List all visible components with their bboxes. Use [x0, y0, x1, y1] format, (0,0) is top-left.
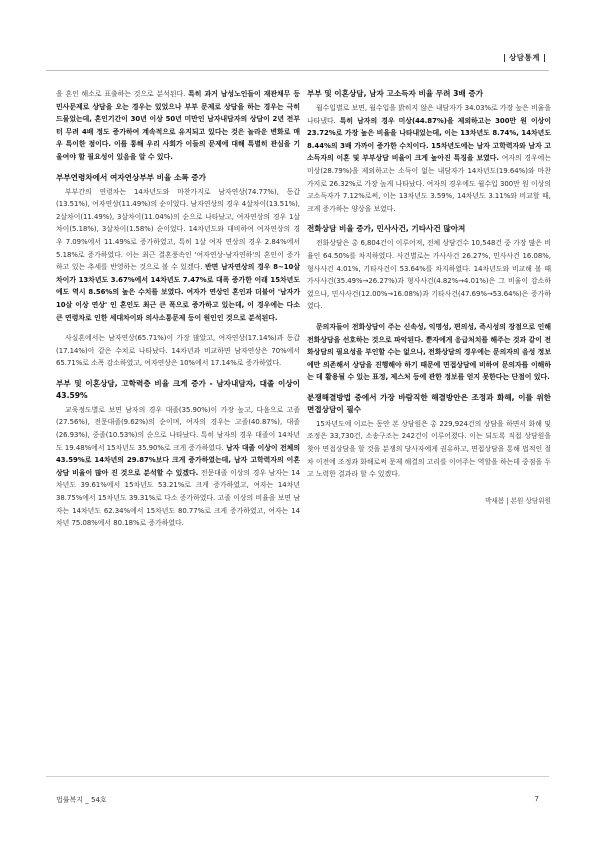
section-tag-label: 상담통계 — [509, 53, 540, 62]
text-run: 을 혼인 해소로 표출하는 것으로 분석된다. — [56, 90, 189, 98]
section-heading: 분쟁해결방법 중에서 가장 바람직한 해결방안은 조정과 화해, 이를 위한 면접상담이 필수 — [307, 392, 551, 414]
emphasis-text: 반면 남자연상의 경우 8~10살 차이가 13차년도 3.67%에서 14차년도 7.47%로 대폭 증가한 이래 15차년도에도 역시 8.56%의 높은 수치를 보였다. 여자가 연상인 혼인과 더불어 '남자가 10살 이상 연상' 인 혼인도 최근 큰 폭으로 증가하고 있는데, 이 경우에는 다소 큰 연령차로 인한 세대차이와 의사소통문제 등이 원인인 것으로 분석된다. — [56, 263, 300, 322]
text-run: 월수입별로 보면, 월수입을 밝히지 않은 내담자가 34.03%로 가장 높은 비율을 나타냈다. — [307, 104, 551, 125]
section-heading: 부부 및 이혼상담, 고학력층 비율 크게 증가 - 남자내담자, 대졸 이상이 43.59% — [56, 378, 300, 400]
paragraph — [307, 102, 551, 215]
left-column — [56, 88, 300, 538]
text-run: 사실혼에서는 남자연상(65.71%)이 가장 많았고, 여자연상(17.14%)과 동갑(17.14%)이 같은 수치로 나타났다. 14차년과 비교하면 남자연상은 70%에서 65.71%로 소폭 감소하였고, 여자연상은 10%에서 17.14%로 증가하였다. — [56, 334, 300, 368]
paragraph — [307, 237, 551, 313]
paragraph — [56, 186, 300, 325]
emphasis-text: 문의자들이 전화상담이 주는 신속성, 익명성, 편의성, 즉시성의 장점으로 인해 전화상담을 선호하는 것으로 파악된다. 뿐자에게 응급처치를 해주는 것과 같이 전화상담의 필요성을 부인할 수는 없으나, 전화상담의 경우에는 문의자의 음성 정보에만 의존해서 상담을 진행해야 하기 때문에 면접상담에 비하여 문의자를 이해하는 데 활용될 수 있는 표정, 제스처 등에 관한 정보를 얻지 못한다는 단점이 있다. — [307, 322, 551, 382]
right-column — [307, 88, 551, 507]
text-run: 전화상담은 총 6,804건이 이루어져, 전체 상담건수 10,548건 중 가장 많은 비율인 64.50%를 차지하였다. 사건별로는 가사사건 26.27%, 민사사건 16.08%, 형사사건 4.01%, 기타사건이 53.64%를 차지하였다. 14차년도와 비교해 볼 때 가사사건(35.49%→26.27%)과 형사사건(4.82%→4.01%)은 그 비율이 감소하였으나, 민사사건(12.00%→16.08%)과 기타사건(47.69%→53.64%)은 증가하였다. — [307, 239, 551, 311]
emphasis-text: 특히 과거 남성노인들이 재관채무 등 민사문제로 상담을 오는 경우는 있었으나 부부 문제로 상담을 하는 경우는 극히 드물었는데, 혼인기간이 30년 이상 50년 미만인 남자내담자의 상담이 2년 전부터 무려 4배 정도 증가하여 계속적으로 유지되고 있다는 것은 놀라운 변화로 매우 특이한 점이다. 이를 통해 우리 사회가 이들의 문제에 대해 특별히 관심을 기울여야 할 필요성이 있음을 알 수 있다. — [56, 90, 300, 161]
paragraph — [56, 332, 300, 370]
author-signature: 박새봄 | 본원 상담위원 — [485, 496, 551, 505]
paragraph — [307, 418, 551, 481]
emphasis-text: 남자 대졸 이상이 전체의 43.59%로 14차년의 29.87%보다 크게 증가하였는데, 남자 고학력자의 이혼상담 비율이 많아 진 것으로 분석할 수 있겠다. — [56, 443, 300, 477]
header-rule — [46, 70, 549, 71]
text-run: 부부간의 연령차는 14차년도와 마찬가지로 남자연상(74.77%), 동갑(13.51%), 여자연상(11.49%)의 순이었다. 남자연상의 경우 4살차이(13.51%), 2살차이(11.49%), 3살차이(11.04%)의 순으로 나타났고, 여자연상의 경우 1살차이(5.18%), 3살차이(1.58%) 순이었다. 14차년도와 대비하여 여자연상의 경우 7.09%에서 11.49%로 증가하였고, 특히 1살 여자 연상의 경우 2.84%에서 5.18%로 증가하였다. 이는 최근 결혼풍속인 '여자연상-남자연하'의 혼인이 증가하고 있는 추세를 반영하는 것으로 볼 수 있겠다. — [56, 187, 300, 272]
tag-bar-right — [544, 54, 545, 62]
section-heading: 부부 및 이혼상담, 남자 고소득자 비율 무려 3배 증가 — [307, 89, 484, 98]
paragraph — [307, 321, 551, 384]
emphasis-text: 특히 남자의 경우 미상(44.87%)을 제외하고는 300만 원 이상이 23.72%로 가장 높은 비율을 나타내었는데, 이는 13차년도 8.74%, 14차년도 8.44%의 3배 가까이 증가한 수치이다. 15차년도에는 남자 고학력자와 남자 고소득자의 이혼 및 부부상담 비율이 크게 높아진 특징을 보였다. — [307, 116, 551, 163]
page-number: 7 — [534, 795, 539, 803]
text-run: 15차년도에 이르는 동안 본 상담원은 총 229,924건의 상담을 하면서 화해 및 조정은 33,730건, 소송구조는 242건이 이루어졌다. 이는 되도록 직접 상담원을 찾아 면접상담을 할 것을 분쟁의 당사자에게 권유하고, 면접상담을 통해 법적인 절차 이전에 조정과 화해로써 문제 해결의 고리를 이어주는 역할을 하는데 중점을 두고 노력한 결과라 할 수 있겠다. — [307, 419, 551, 479]
paragraph — [56, 404, 300, 530]
text-run: 전문대졸 이상의 경우 남자는 14차년도 39.61%에서 15차년도 53.21%로 크게 증가하였고, 여자는 14차년 38.75%에서 15차년도 39.31%로 다소 증가하였다. 고졸 이상의 비율을 보면 남자는 14차년도 62.34%에서 15차년도 80.77%로 크게 증가하였고, 여자는 14차년 75.08%에서 80.18%로 증가하였다. — [56, 468, 300, 528]
paragraph — [56, 88, 300, 164]
text-run: 여자의 경우에는 미상(28.79%)을 제외하고는 소득이 없는 내담자가 14차년도(19.64%)와 마찬가지로 26.32%로 가장 높게 나타났다. 여자의 경우에도 월수입 300만 원 이상의 고소득자가 7.12%로써, 이는 13차년도 3.59%, 14차년도 3.11%와 비교할 때, 크게 증가하는 양상을 보였다. — [307, 154, 551, 213]
text-run: 교육정도별로 보면 남자의 경우 대졸(35.90%)이 가장 높고, 다음으로 고졸(27.56%), 전문대졸(9.62%)의 순이며, 여자의 경우는 고졸(40.87%), 대졸(26.93%), 중졸(10.53%)의 순으로 나타났다. 특히 남자의 경우 대졸이 14차년도 19.48%에서 15차년도 35.90%로 크게 증가하였다. — [56, 405, 300, 452]
section-heading: 부부연령차에서 여자연상부부 비율 소폭 증가 — [56, 172, 206, 182]
section-tag — [500, 52, 549, 63]
publication-label: 법률복지 _ 54호 — [56, 796, 107, 804]
footer-rule — [46, 776, 549, 777]
section-heading: 전화상담 비율 증가, 민사사건, 기타사건 많아져 — [307, 224, 466, 234]
tag-bar-left — [504, 54, 505, 62]
